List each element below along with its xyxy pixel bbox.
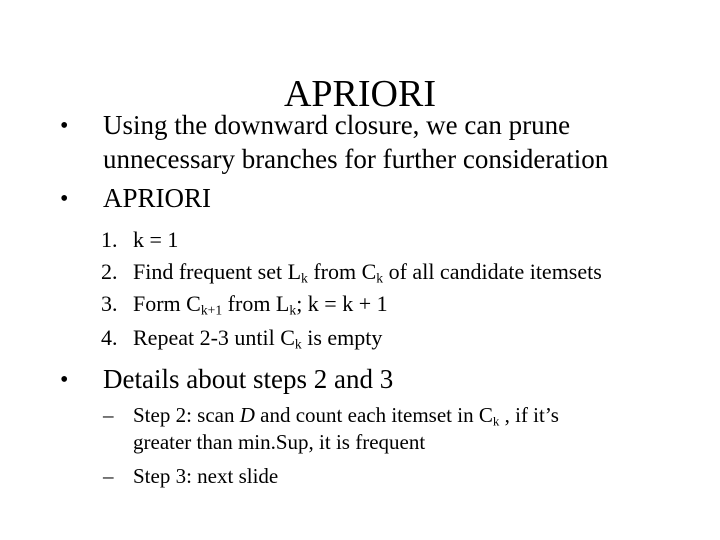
slide-title: APRIORI	[283, 73, 437, 115]
detail-1-line-1: Step 2: scan D and count each itemset in $C_k$ , if it’s	[133, 403, 559, 429]
bullet-1-line-2: unnecessary branches for further consideration	[103, 144, 609, 174]
step-number: 1.	[101, 227, 118, 252]
bullet-2-text: APRIORI	[103, 183, 212, 213]
dash-icon: –	[103, 403, 114, 427]
bullet-1-line-1: Using the downward closure, we can prune	[103, 110, 571, 140]
bullet-3-text: Details about steps 2 and 3	[103, 364, 394, 394]
step-number: 2.	[101, 259, 118, 284]
bullet-icon: •	[60, 186, 69, 212]
step-4-text: Repeat 2-3 until $C_k$ is empty	[133, 325, 383, 352]
step-number: 4.	[101, 325, 118, 350]
step-1-text: k = 1	[133, 227, 179, 252]
step-2-text: Find frequent set $L_k$ from $C_k$ of all candidate itemsets	[133, 259, 602, 286]
dash-icon: –	[103, 464, 114, 488]
step-3-text: Form $C_{k+1}$ from $L_k$; k = k + 1	[133, 291, 388, 318]
step-number: 3.	[101, 291, 118, 316]
bullet-icon: •	[60, 367, 69, 393]
detail-1-line-2: greater than min.Sup, it is frequent	[133, 430, 426, 454]
bullet-icon: •	[60, 113, 69, 139]
detail-2-text: Step 3: next slide	[133, 464, 279, 488]
